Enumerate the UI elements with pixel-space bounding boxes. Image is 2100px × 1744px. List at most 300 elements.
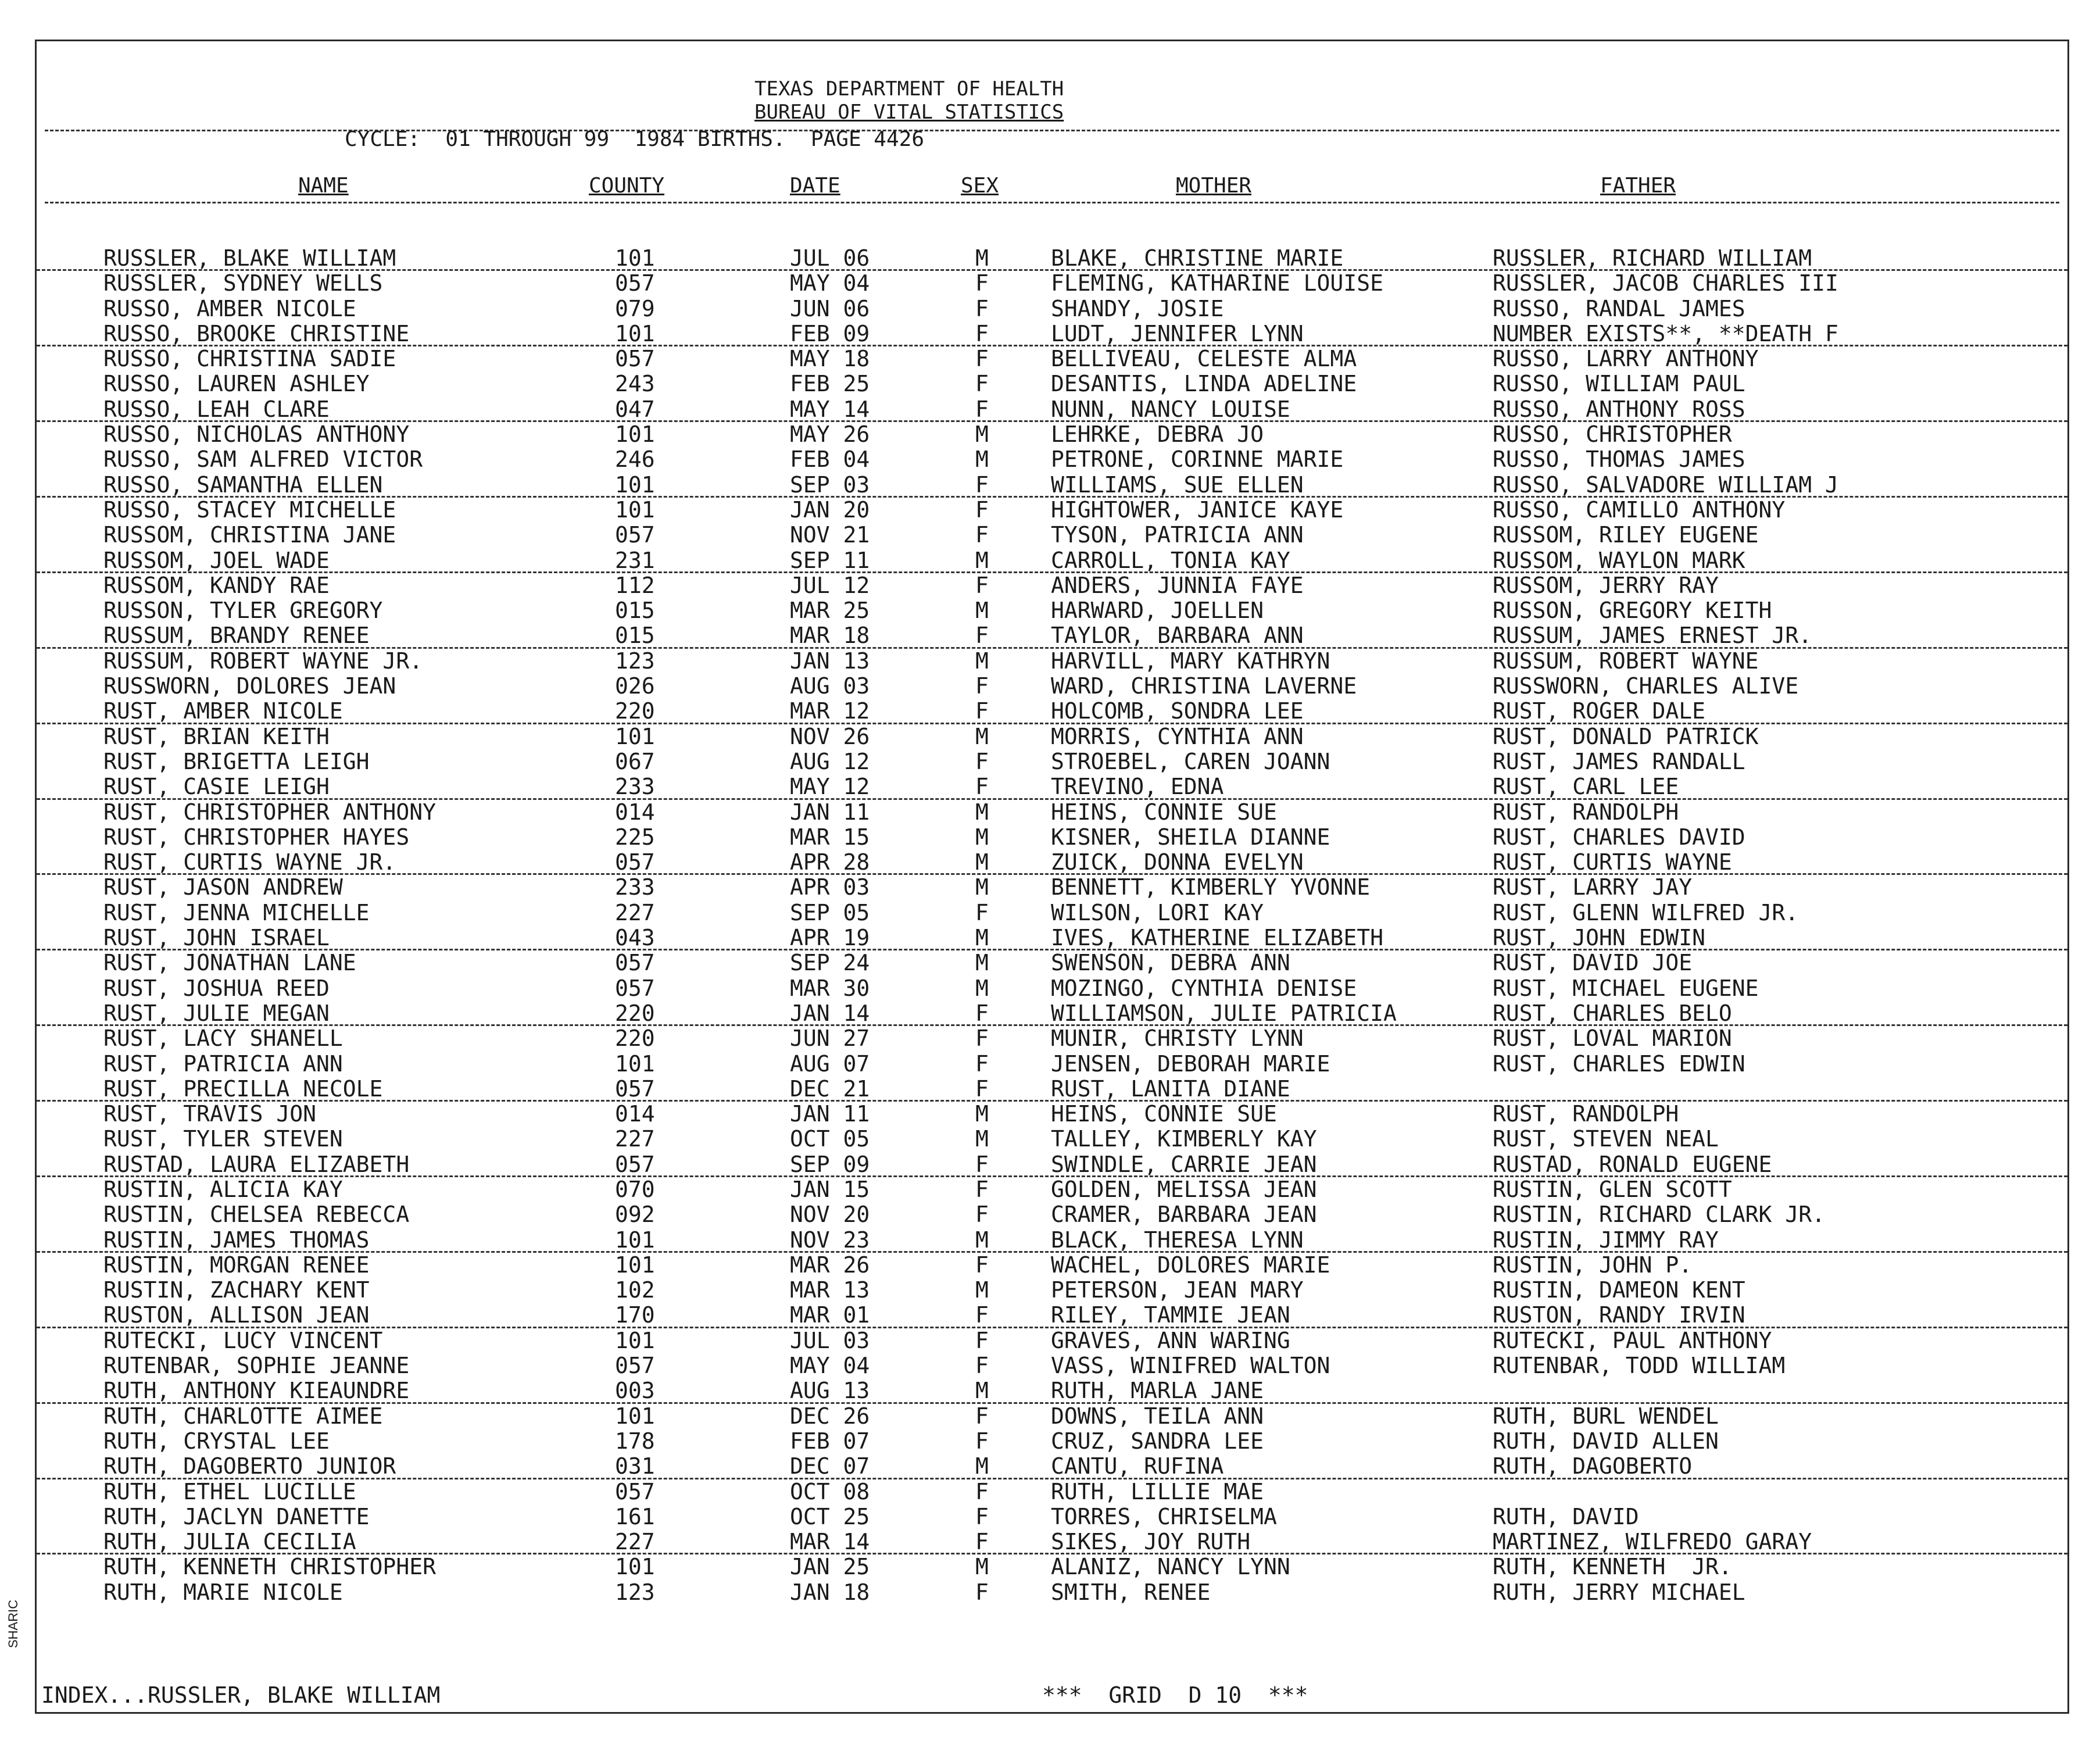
record-mother: SMITH, RENEE (1051, 1579, 1211, 1605)
record-date: JAN 15 (790, 1176, 870, 1202)
record-date: FEB 25 (790, 371, 870, 397)
record-row (37, 246, 2067, 271)
record-date: JAN 20 (790, 496, 870, 523)
record-county: 220 (615, 698, 655, 724)
record-date: DEC 07 (790, 1453, 870, 1479)
record-county: 070 (615, 1176, 655, 1202)
record-sex: F (975, 295, 989, 321)
record-county: 057 (615, 1151, 655, 1177)
record-sex: M (975, 1101, 989, 1127)
record-county: 101 (615, 1050, 655, 1077)
record-mother: PETRONE, CORINNE MARIE (1051, 446, 1344, 473)
record-date: MAR 12 (790, 698, 870, 724)
record-date: MAY 04 (790, 270, 870, 296)
record-row (37, 1102, 2067, 1127)
record-date: FEB 04 (790, 446, 870, 473)
record-name: RUST, JOHN ISRAEL (103, 925, 330, 951)
record-date: JUN 27 (790, 1025, 870, 1052)
record-county: 101 (615, 723, 655, 749)
record-sex: M (975, 245, 989, 271)
cycle-line: CYCLE: 01 THROUGH 99 1984 BIRTHS. PAGE 4426 (345, 127, 924, 151)
record-father: RUSTON, RANDY IRVIN (1493, 1302, 1745, 1328)
record-county: 233 (615, 874, 655, 900)
record-date: SEP 09 (790, 1151, 870, 1177)
record-father: RUST, CHARLES DAVID (1493, 824, 1745, 850)
record-row (37, 1253, 2067, 1278)
record-row (37, 1504, 2067, 1529)
record-mother: ANDERS, JUNNIA FAYE (1051, 572, 1304, 598)
record-name: RUTH, MARIE NICOLE (103, 1579, 343, 1605)
record-sex: M (975, 1126, 989, 1152)
record-county: 014 (615, 1101, 655, 1127)
record-sex: M (975, 1378, 989, 1404)
record-row (37, 1228, 2067, 1253)
record-county: 067 (615, 748, 655, 774)
record-mother: CRAMER, BARBARA JEAN (1051, 1202, 1317, 1228)
record-row (37, 850, 2067, 875)
record-date: SEP 11 (790, 547, 870, 573)
record-father: RUST, MICHAEL EUGENE (1493, 975, 1759, 1001)
record-name: RUST, JASON ANDREW (103, 874, 343, 900)
record-mother: RILEY, TAMMIE JEAN (1051, 1302, 1290, 1328)
record-sex: F (975, 899, 989, 925)
record-date: MAR 13 (790, 1277, 870, 1303)
record-name: RUST, CHRISTOPHER HAYES (103, 824, 410, 850)
record-name: RUSSO, LEAH CLARE (103, 396, 330, 422)
record-father: RUSSLER, JACOB CHARLES III (1493, 270, 1838, 296)
record-father: RUTH, DAGOBERTO (1493, 1453, 1693, 1479)
record-sex: F (975, 346, 989, 372)
record-sex: M (975, 1554, 989, 1580)
record-county: 101 (615, 496, 655, 523)
record-date: JAN 11 (790, 799, 870, 825)
record-father: RUSTIN, DAMEON KENT (1493, 1277, 1745, 1303)
record-county: 227 (615, 899, 655, 925)
record-mother: BENNETT, KIMBERLY YVONNE (1051, 874, 1371, 900)
record-row (37, 598, 2067, 623)
record-father: RUSSO, WILLIAM PAUL (1493, 371, 1745, 397)
record-name: RUST, BRIAN KEITH (103, 723, 330, 749)
record-county: 026 (615, 673, 655, 699)
record-row (37, 774, 2067, 799)
record-county: 057 (615, 270, 655, 296)
record-row (37, 749, 2067, 774)
record-father: RUST, JAMES RANDALL (1493, 748, 1745, 774)
record-father: RUSTIN, JIMMY RAY (1493, 1227, 1719, 1253)
record-mother: WACHEL, DOLORES MARIE (1051, 1252, 1330, 1278)
record-date: JAN 13 (790, 648, 870, 674)
record-county: 057 (615, 522, 655, 548)
record-name: RUST, PATRICIA ANN (103, 1050, 343, 1077)
record-county: 014 (615, 799, 655, 825)
record-date: MAR 15 (790, 824, 870, 850)
record-row (37, 1353, 2067, 1378)
record-name: RUSTIN, CHELSEA REBECCA (103, 1202, 410, 1228)
record-father: RUST, GLENN WILFRED JR. (1493, 899, 1799, 925)
record-date: SEP 24 (790, 950, 870, 976)
record-father: RUSSOM, WAYLON MARK (1493, 547, 1745, 573)
record-sex: F (975, 1529, 989, 1555)
record-date: NOV 20 (790, 1202, 870, 1228)
record-father: RUSSO, THOMAS JAMES (1493, 446, 1745, 473)
record-name: RUSSO, AMBER NICOLE (103, 295, 356, 321)
record-father: RUSSO, ANTHONY ROSS (1493, 396, 1745, 422)
record-mother: HOLCOMB, SONDRA LEE (1051, 698, 1304, 724)
column-header-mother: MOTHER (1176, 174, 1252, 198)
record-row (37, 1127, 2067, 1152)
record-mother: RUTH, MARLA JANE (1051, 1378, 1264, 1404)
record-date: MAY 04 (790, 1353, 870, 1379)
record-mother: FLEMING, KATHARINE LOUISE (1051, 270, 1383, 296)
record-mother: DESANTIS, LINDA ADELINE (1051, 371, 1357, 397)
header-department: TEXAS DEPARTMENT OF HEALTH (754, 77, 1064, 101)
record-sex: F (975, 572, 989, 598)
record-sex: F (975, 774, 989, 800)
record-county: 101 (615, 1554, 655, 1580)
record-father: RUSTIN, RICHARD CLARK JR. (1493, 1202, 1825, 1228)
record-sex: M (975, 975, 989, 1001)
column-header-county: COUNTY (589, 174, 665, 198)
record-date: APR 19 (790, 925, 870, 951)
record-county: 079 (615, 295, 655, 321)
record-father: RUSTIN, GLEN SCOTT (1493, 1176, 1732, 1202)
record-county: 233 (615, 774, 655, 800)
record-name: RUSSO, BROOKE CHRISTINE (103, 320, 410, 346)
record-mother: SWINDLE, CARRIE JEAN (1051, 1151, 1317, 1177)
record-county: 015 (615, 598, 655, 624)
column-header-sex: SEX (961, 174, 999, 198)
record-mother: CRUZ, SANDRA LEE (1051, 1428, 1264, 1454)
record-row (37, 346, 2067, 371)
record-sex: M (975, 849, 989, 875)
record-county: 220 (615, 1025, 655, 1052)
record-father: RUTH, BURL WENDEL (1493, 1403, 1719, 1429)
record-county: 112 (615, 572, 655, 598)
side-label: SHARIC (6, 1599, 20, 1648)
record-row (37, 950, 2067, 975)
record-sex: F (975, 1327, 989, 1353)
record-mother: BLAKE, CHRISTINE MARIE (1051, 245, 1344, 271)
record-mother: SIKES, JOY RUTH (1051, 1529, 1251, 1555)
record-county: 161 (615, 1503, 655, 1529)
record-father: RUTH, KENNETH JR. (1493, 1554, 1732, 1580)
record-mother: MORRIS, CYNTHIA ANN (1051, 723, 1304, 749)
record-father: RUST, RANDOLPH (1493, 1101, 1679, 1127)
document-frame (35, 40, 2069, 1714)
record-sex: F (975, 371, 989, 397)
record-row (37, 1554, 2067, 1579)
record-row (37, 674, 2067, 699)
record-mother: DOWNS, TEILA ANN (1051, 1403, 1264, 1429)
record-mother: HEINS, CONNIE SUE (1051, 799, 1277, 825)
record-father: RUST, CHARLES BELO (1493, 1000, 1732, 1026)
record-row (37, 1454, 2067, 1479)
record-name: RUTH, CHARLOTTE AIMEE (103, 1403, 383, 1429)
record-father: RUSSO, CAMILLO ANTHONY (1493, 496, 1786, 523)
record-father: RUSTIN, JOHN P. (1493, 1252, 1693, 1278)
record-county: 123 (615, 648, 655, 674)
record-date: OCT 05 (790, 1126, 870, 1152)
record-row (37, 1278, 2067, 1303)
record-father: RUTH, JERRY MICHAEL (1493, 1579, 1745, 1605)
record-date: DEC 26 (790, 1403, 870, 1429)
record-mother: GRAVES, ANN WARING (1051, 1327, 1290, 1353)
record-sex: F (975, 396, 989, 422)
record-list (37, 246, 2067, 1605)
record-row (37, 1026, 2067, 1051)
record-row (37, 800, 2067, 825)
record-county: 043 (615, 925, 655, 951)
record-county: 101 (615, 471, 655, 498)
record-name: RUTH, JULIA CECILIA (103, 1529, 356, 1555)
record-name: RUTENBAR, SOPHIE JEANNE (103, 1353, 410, 1379)
record-date: AUG 03 (790, 673, 870, 699)
record-date: MAR 26 (790, 1252, 870, 1278)
record-sex: F (975, 1202, 989, 1228)
record-date: SEP 03 (790, 471, 870, 498)
record-row (37, 548, 2067, 573)
record-date: DEC 21 (790, 1075, 870, 1102)
record-sex: F (975, 1503, 989, 1529)
record-row (37, 976, 2067, 1001)
record-name: RUST, LACY SHANELL (103, 1025, 343, 1052)
record-mother: TYSON, PATRICIA ANN (1051, 522, 1304, 548)
record-row (37, 1479, 2067, 1504)
record-date: MAY 26 (790, 421, 870, 448)
record-name: RUST, TYLER STEVEN (103, 1126, 343, 1152)
record-county: 057 (615, 950, 655, 976)
record-name: RUST, JENNA MICHELLE (103, 899, 370, 925)
record-father: RUST, ROGER DALE (1493, 698, 1706, 724)
record-row (37, 1001, 2067, 1026)
record-father: RUSSOM, JERRY RAY (1493, 572, 1719, 598)
record-county: 243 (615, 371, 655, 397)
record-name: RUTH, DAGOBERTO JUNIOR (103, 1453, 396, 1479)
record-row (37, 699, 2067, 724)
record-mother: GOLDEN, MELISSA JEAN (1051, 1176, 1317, 1202)
record-row (37, 321, 2067, 346)
record-sex: M (975, 446, 989, 473)
record-row (37, 1529, 2067, 1554)
record-row (37, 498, 2067, 523)
record-date: MAR 01 (790, 1302, 870, 1328)
record-sex: M (975, 1277, 989, 1303)
record-sex: M (975, 925, 989, 951)
record-county: 057 (615, 1075, 655, 1102)
record-county: 101 (615, 245, 655, 271)
record-father: RUSSLER, RICHARD WILLIAM (1493, 245, 1812, 271)
record-date: JAN 18 (790, 1579, 870, 1605)
record-row (37, 925, 2067, 950)
record-mother: WILLIAMSON, JULIE PATRICIA (1051, 1000, 1397, 1026)
record-mother: ALANIZ, NANCY LYNN (1051, 1554, 1290, 1580)
record-name: RUTH, CRYSTAL LEE (103, 1428, 330, 1454)
record-county: 047 (615, 396, 655, 422)
record-name: RUST, AMBER NICOLE (103, 698, 343, 724)
record-name: RUSTON, ALLISON JEAN (103, 1302, 370, 1328)
record-mother: CANTU, RUFINA (1051, 1453, 1224, 1479)
record-father: RUSSUM, ROBERT WAYNE (1493, 648, 1759, 674)
record-father: RUST, DAVID JOE (1493, 950, 1693, 976)
record-county: 227 (615, 1529, 655, 1555)
record-sex: F (975, 522, 989, 548)
record-father: RUSSO, LARRY ANTHONY (1493, 346, 1759, 372)
record-date: FEB 07 (790, 1428, 870, 1454)
record-name: RUSSOM, CHRISTINA JANE (103, 522, 396, 548)
record-row (37, 900, 2067, 925)
record-date: MAR 14 (790, 1529, 870, 1555)
record-father: RUST, DONALD PATRICK (1493, 723, 1759, 749)
record-county: 101 (615, 320, 655, 346)
record-sex: F (975, 748, 989, 774)
record-name: RUSSO, SAMANTHA ELLEN (103, 471, 383, 498)
record-row (37, 1152, 2067, 1177)
record-sex: F (975, 1151, 989, 1177)
record-row (37, 296, 2067, 321)
record-county: 057 (615, 346, 655, 372)
record-date: JAN 11 (790, 1101, 870, 1127)
record-name: RUST, TRAVIS JON (103, 1101, 317, 1127)
record-date: JAN 14 (790, 1000, 870, 1026)
record-county: 015 (615, 623, 655, 649)
record-father: RUSSO, RANDAL JAMES (1493, 295, 1745, 321)
record-sex: F (975, 1302, 989, 1328)
record-sex: F (975, 1000, 989, 1026)
record-father: RUTECKI, PAUL ANTHONY (1493, 1327, 1772, 1353)
record-county: 031 (615, 1453, 655, 1479)
record-father: RUSSO, SALVADORE WILLIAM J (1493, 471, 1838, 498)
record-date: JAN 25 (790, 1554, 870, 1580)
record-name: RUST, CURTIS WAYNE JR. (103, 849, 396, 875)
record-sex: M (975, 1227, 989, 1253)
record-father: RUSTAD, RONALD EUGENE (1493, 1151, 1772, 1177)
record-father: RUSSO, CHRISTOPHER (1493, 421, 1732, 448)
record-father: RUSSWORN, CHARLES ALIVE (1493, 673, 1799, 699)
record-row (37, 447, 2067, 472)
record-row (37, 473, 2067, 498)
record-date: MAY 12 (790, 774, 870, 800)
record-father: RUST, STEVEN NEAL (1493, 1126, 1719, 1152)
record-county: 101 (615, 1327, 655, 1353)
record-mother: NUNN, NANCY LOUISE (1051, 396, 1290, 422)
record-row (37, 523, 2067, 548)
record-date: APR 03 (790, 874, 870, 900)
record-mother: SHANDY, JOSIE (1051, 295, 1224, 321)
record-father: NUMBER EXISTS**, **DEATH F (1493, 320, 1838, 346)
record-row (37, 724, 2067, 749)
record-sex: F (975, 1478, 989, 1504)
record-row (37, 422, 2067, 447)
record-name: RUTH, JACLYN DANETTE (103, 1503, 370, 1529)
record-mother: JENSEN, DEBORAH MARIE (1051, 1050, 1330, 1077)
record-sex: F (975, 270, 989, 296)
record-date: AUG 13 (790, 1378, 870, 1404)
record-sex: M (975, 874, 989, 900)
record-date: MAY 18 (790, 346, 870, 372)
record-mother: VASS, WINIFRED WALTON (1051, 1353, 1330, 1379)
record-mother: WILSON, LORI KAY (1051, 899, 1264, 925)
record-county: 101 (615, 421, 655, 448)
record-name: RUTH, ANTHONY KIEAUNDRE (103, 1378, 410, 1404)
record-name: RUSSUM, BRANDY RENEE (103, 623, 370, 649)
record-row (37, 1378, 2067, 1403)
record-date: MAR 30 (790, 975, 870, 1001)
record-county: 102 (615, 1277, 655, 1303)
record-name: RUSSUM, ROBERT WAYNE JR. (103, 648, 423, 674)
record-father: MARTINEZ, WILFREDO GARAY (1493, 1529, 1812, 1555)
record-father: RUTENBAR, TODD WILLIAM (1493, 1353, 1786, 1379)
record-sex: F (975, 471, 989, 498)
record-sex: F (975, 623, 989, 649)
record-sex: F (975, 673, 989, 699)
record-sex: F (975, 1075, 989, 1102)
grid-label: *** GRID D 10 *** (1042, 1682, 1308, 1708)
record-sex: F (975, 1176, 989, 1202)
record-name: RUSSLER, SYDNEY WELLS (103, 270, 383, 296)
record-father: RUST, LOVAL MARION (1493, 1025, 1732, 1052)
record-county: 246 (615, 446, 655, 473)
record-father: RUSSUM, JAMES ERNEST JR. (1493, 623, 1812, 649)
record-date: SEP 05 (790, 899, 870, 925)
record-father: RUTH, DAVID ALLEN (1493, 1428, 1719, 1454)
record-date: MAR 18 (790, 623, 870, 649)
record-row (37, 1429, 2067, 1454)
record-county: 178 (615, 1428, 655, 1454)
record-mother: TREVINO, EDNA (1051, 774, 1224, 800)
record-mother: ZUICK, DONNA EVELYN (1051, 849, 1304, 875)
record-mother: LEHRKE, DEBRA JO (1051, 421, 1264, 448)
record-mother: RUTH, LILLIE MAE (1051, 1478, 1264, 1504)
record-county: 231 (615, 547, 655, 573)
record-county: 057 (615, 1353, 655, 1379)
record-county: 101 (615, 1227, 655, 1253)
record-mother: TORRES, CHRISELMA (1051, 1503, 1277, 1529)
record-name: RUST, BRIGETTA LEIGH (103, 748, 370, 774)
record-county: 101 (615, 1252, 655, 1278)
record-row (37, 1202, 2067, 1227)
record-sex: F (975, 698, 989, 724)
record-name: RUSSO, NICHOLAS ANTHONY (103, 421, 410, 448)
record-county: 057 (615, 1478, 655, 1504)
record-mother: MUNIR, CHRISTY LYNN (1051, 1025, 1304, 1052)
record-row (37, 649, 2067, 674)
record-name: RUSSO, STACEY MICHELLE (103, 496, 396, 523)
record-mother: PETERSON, JEAN MARY (1051, 1277, 1304, 1303)
record-date: NOV 21 (790, 522, 870, 548)
record-father: RUST, CARL LEE (1493, 774, 1679, 800)
record-county: 092 (615, 1202, 655, 1228)
column-header-father: FATHER (1600, 174, 1676, 198)
record-date: APR 28 (790, 849, 870, 875)
record-sex: M (975, 824, 989, 850)
record-date: MAY 14 (790, 396, 870, 422)
record-row (37, 573, 2067, 598)
record-date: JUL 06 (790, 245, 870, 271)
column-header-name: NAME (298, 174, 349, 198)
record-row (37, 1177, 2067, 1202)
record-mother: TALLEY, KIMBERLY KAY (1051, 1126, 1317, 1152)
record-date: NOV 26 (790, 723, 870, 749)
record-row (37, 623, 2067, 648)
record-name: RUSSOM, JOEL WADE (103, 547, 330, 573)
record-name: RUST, CASIE LEIGH (103, 774, 330, 800)
record-mother: STROEBEL, CAREN JOANN (1051, 748, 1330, 774)
record-row (37, 371, 2067, 396)
record-date: JUL 03 (790, 1327, 870, 1353)
record-name: RUTH, ETHEL LUCILLE (103, 1478, 356, 1504)
record-sex: F (975, 1050, 989, 1077)
record-mother: HEINS, CONNIE SUE (1051, 1101, 1277, 1127)
